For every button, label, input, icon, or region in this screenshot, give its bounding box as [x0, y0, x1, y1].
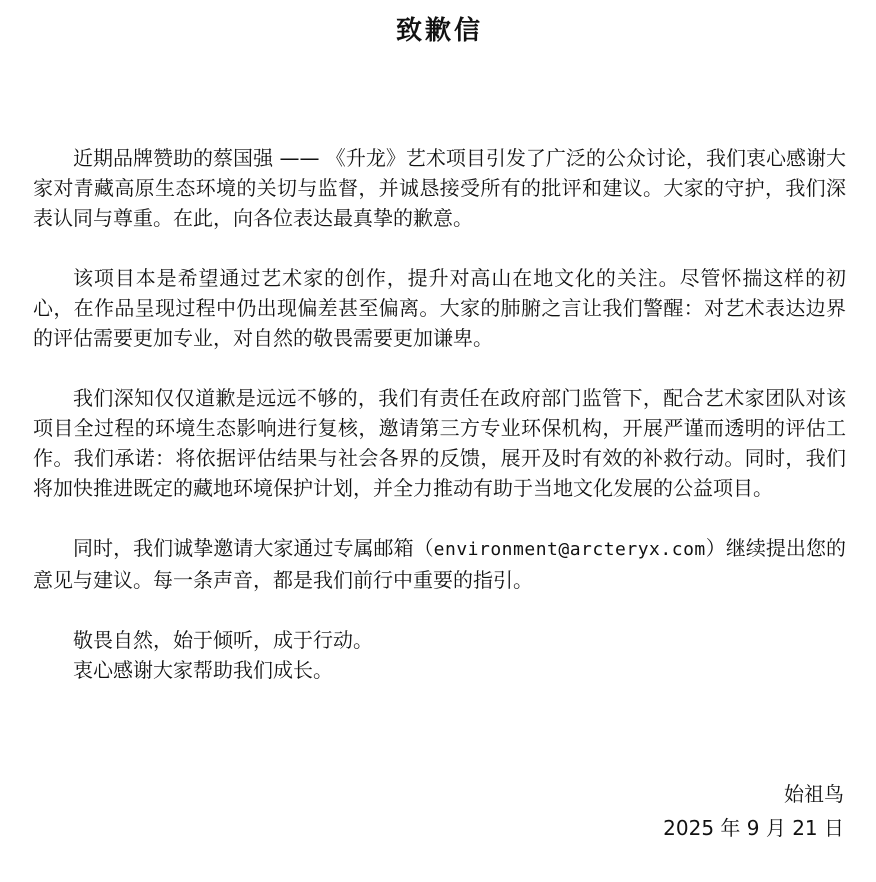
paragraph-intro-apology: 近期品牌赞助的蔡国强 —— 《升龙》艺术项目引发了广泛的公众讨论，我们衷心感谢大家对青藏高原生态环境的关切与监督，并诚恳接受所有的批评和建议。大家的守护，我们深表认同与尊重。在此，向各位表达最真挚的歉意。 [33, 146, 846, 230]
contact-email-address: environment@arcteryx.com [433, 539, 706, 560]
contact-text-after-email: ）继续提出您的意见与建议。每一条声音，都是我们前行中重要的指引。 [33, 536, 847, 592]
paragraph-contact [33, 533, 846, 595]
signature-date: 2025 年 9 月 21 日 [663, 816, 844, 840]
closing-line-thanks: 衷心感谢大家帮助我们成长。 [73, 658, 333, 682]
contact-text-before-email: 同时，我们诚挚邀请大家通过专属邮箱（ [73, 536, 434, 560]
paragraph-project-reflection: 该项目本是希望通过艺术家的创作，提升对高山在地文化的关注。尽管怀揣这样的初心，在作品呈现过程中仍出现偏差甚至偏离。大家的肺腑之言让我们警醒：对艺术表达边界的评估需要更加专业，对自然的敬畏需要更加谦卑。 [33, 266, 846, 350]
letter-title: 致歉信 [395, 16, 483, 46]
closing-line-nature: 敬畏自然，始于倾听，成于行动。 [73, 628, 373, 652]
signature-brand-name: 始祖鸟 [784, 782, 844, 806]
paragraph-remedy-commitment: 我们深知仅仅道歉是远远不够的，我们有责任在政府部门监管下，配合艺术家团队对该项目全过程的环境生态影响进行复核，邀请第三方专业环保机构，开展严谨而透明的评估工作。我们承诺：将依据评估结果与社会各界的反馈，展开及时有效的补救行动。同时，我们将加快推进既定的藏地环境保护计划，并全力推动有助于当地文化发展的公益项目。 [33, 386, 846, 500]
signature-block [33, 777, 846, 845]
